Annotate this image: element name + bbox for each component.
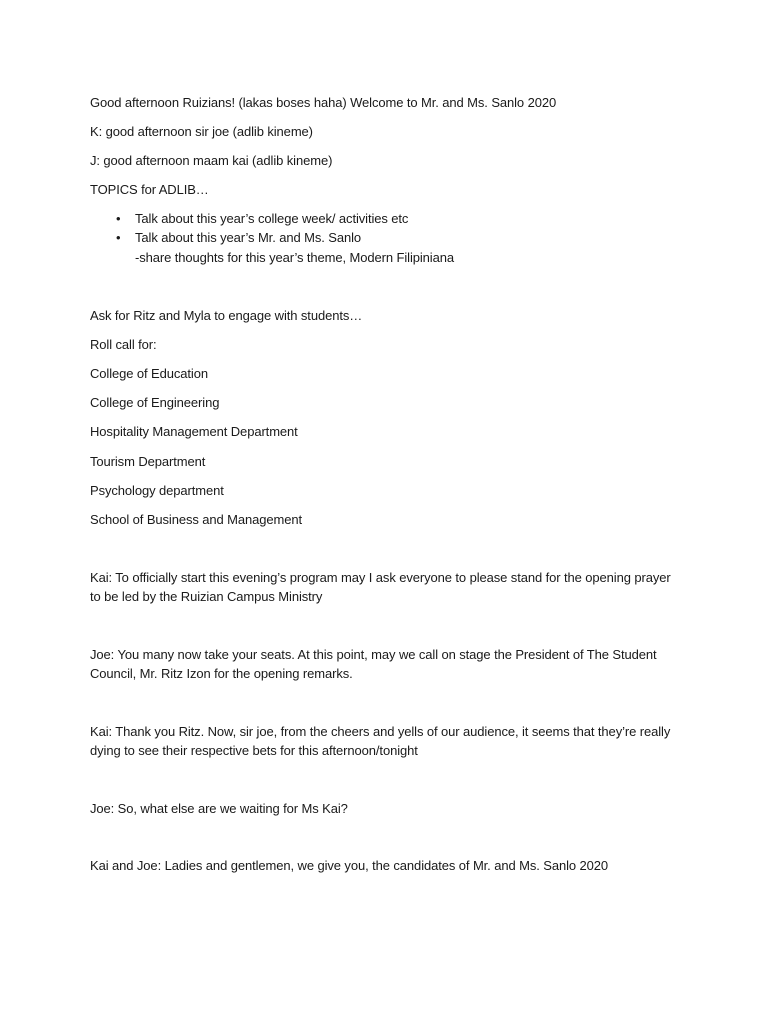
j-greeting-line: J: good afternoon maam kai (adlib kineme) [90, 153, 333, 168]
bullet-marker: • [116, 211, 121, 226]
topic-item: Talk about this year’s college week/ activities etc [135, 211, 409, 226]
roll-call-item: Psychology department [90, 483, 224, 498]
kai-joe-final-line: Kai and Joe: Ladies and gentlemen, we give you, the candidates of Mr. and Ms. Sanlo 2020 [90, 858, 609, 873]
topic-item: Talk about this year’s Mr. and Ms. Sanlo [135, 230, 362, 245]
roll-call-item: Hospitality Management Department [90, 424, 298, 439]
kai-thanks-paragraph: Kai: Thank you Ritz. Now, sir joe, from the cheers and yells of our audience, it seems that they’re really dying to see their respective bets for this afternoon/tonight [90, 724, 671, 758]
roll-call-item: College of Education [90, 366, 208, 381]
roll-call-item: School of Business and Management [90, 512, 303, 527]
k-greeting-line: K: good afternoon sir joe (adlib kineme) [90, 124, 313, 139]
roll-call-item: College of Engineering [90, 395, 220, 410]
joe-waiting-line: Joe: So, what else are we waiting for Ms Kai? [90, 801, 348, 816]
topic-sub-item: -share thoughts for this year’s theme, Modern Filipiniana [135, 250, 454, 265]
joe-seats-paragraph: Joe: You many now take your seats. At this point, may we call on stage the President of The Student Council, Mr. Ritz Izon for the opening remarks. [90, 647, 657, 681]
intro-line: Good afternoon Ruizians! (lakas boses haha) Welcome to Mr. and Ms. Sanlo 2020 [90, 95, 557, 110]
kai-prayer-paragraph: Kai: To officially start this evening’s program may I ask everyone to please stand for the opening prayer to be led by the Ruizian Campus Ministry [90, 570, 671, 604]
roll-call-heading: Roll call for: [90, 337, 157, 352]
topics-heading: TOPICS for ADLIB… [90, 182, 209, 197]
ask-engage-line: Ask for Ritz and Myla to engage with students… [90, 308, 363, 323]
bullet-marker: • [116, 230, 121, 245]
roll-call-item: Tourism Department [90, 454, 206, 469]
